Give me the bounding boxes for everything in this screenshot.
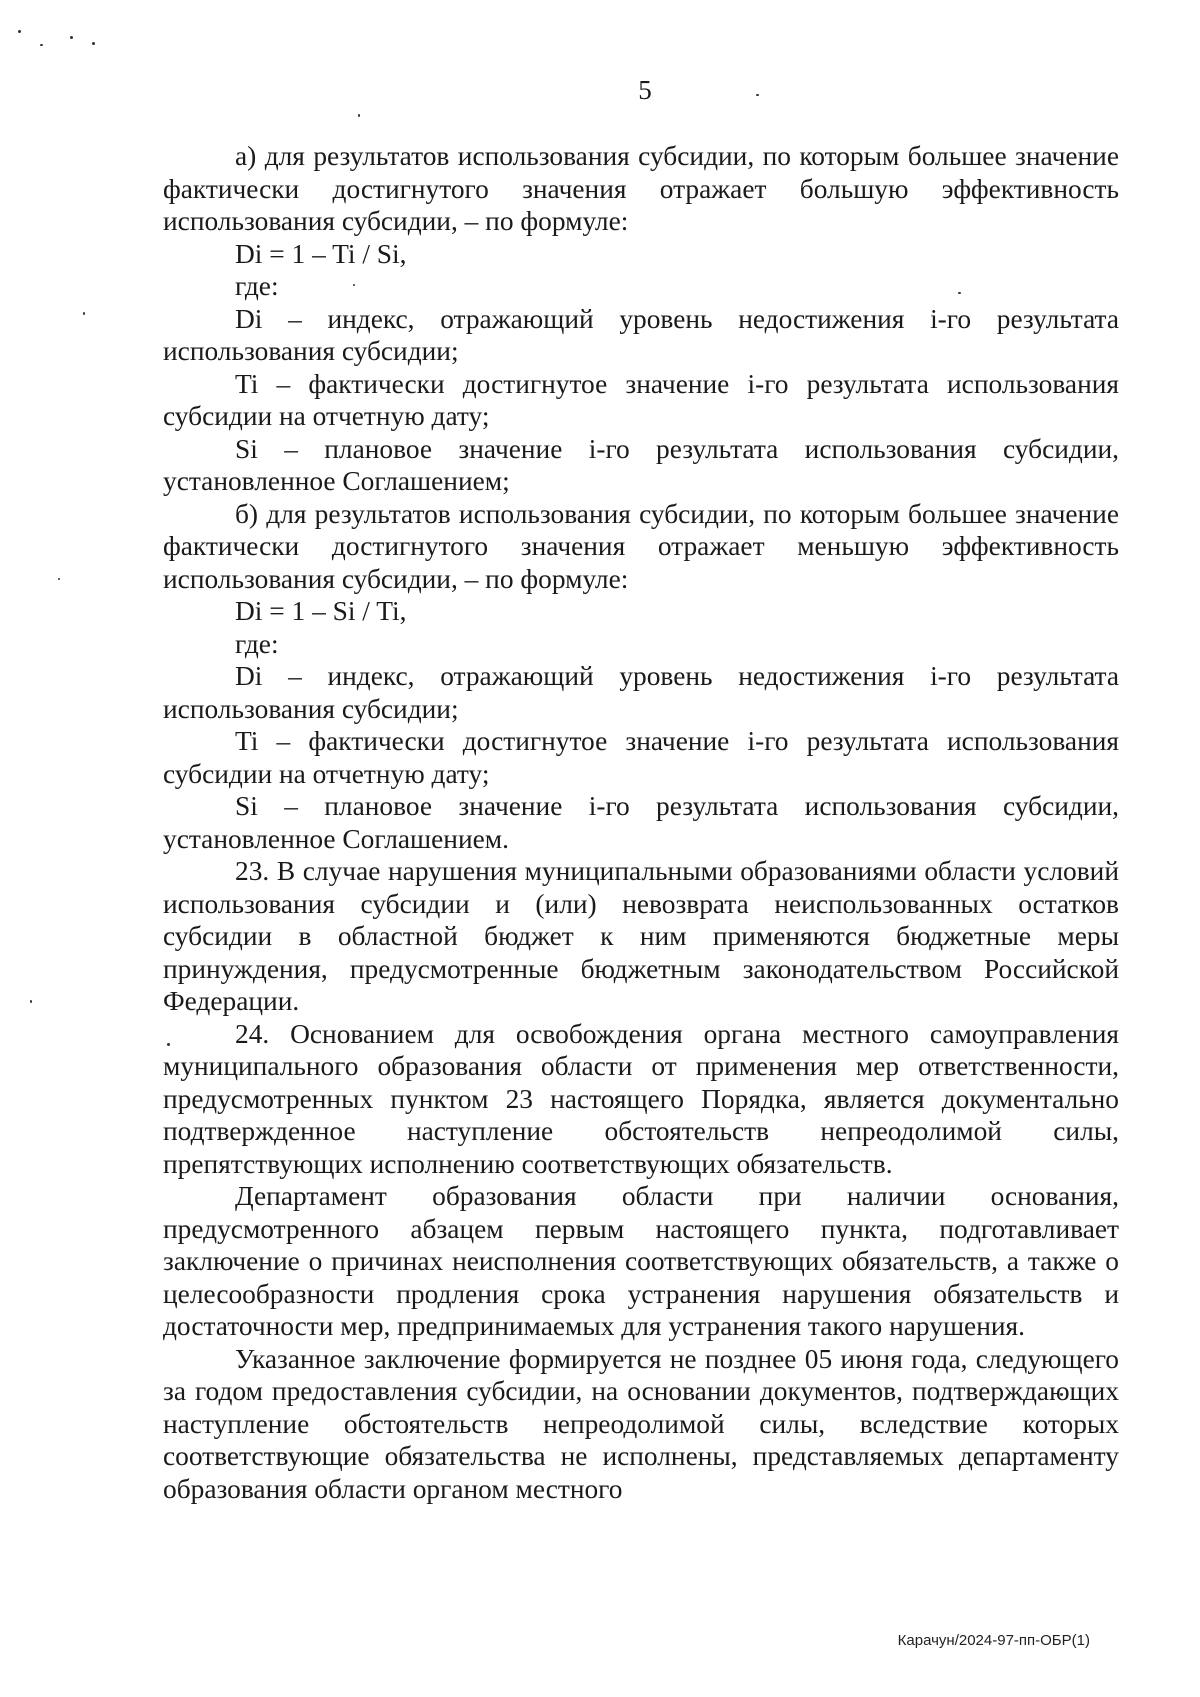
- paragraph-item-a: а) для результатов использования субсидии, по которым большее значение фактически достигнутого значения отражает большую эффективность использования субсидии, – по формуле:: [163, 141, 1119, 236]
- paragraph-conclusion: Указанное заключение формируется не позднее 05 июня года, следующего за годом предоставления субсидии, на основании документов, подтверждающих наступление обстоятельств непреодолимой силы, вследствие которых соответствующие обязательства не исполнены, представляемых департаменту образования области органом местного: [163, 1343, 1119, 1504]
- where-label: где:: [235, 628, 279, 659]
- scan-speck: [92, 42, 95, 45]
- definition-di: Di – индекс, отражающий уровень недостижения i-го результата использования субсидии;: [163, 661, 1119, 724]
- formula-line: Di = 1 – Si / Ti,: [235, 596, 407, 626]
- where-label: где:: [235, 271, 279, 301]
- paragraph-department: Департамент образования области при наличии основания, предусмотренного абзацем первым настоящего пункта, подготавливает заключение о причинах неисполнения соответствующих обязательств, а также о целесообразности продления срока устранения нарушения обязательств и достаточности мер, предпринимаемых для устранения такого нарушения.: [163, 1181, 1119, 1341]
- scan-speck: [358, 114, 360, 117]
- paragraph-24: 24. Основанием для освобождения органа местного самоуправления муниципального образования области от применения мер ответственности, предусмотренных пунктом 23 настоящего Порядка, является документально подтвержденное наступление обстоятельств непреодолимой силы, препятствующих исполнению соответствующих обязательств.: [163, 1018, 1119, 1179]
- scan-speck: [18, 30, 21, 33]
- page-number: 5: [638, 75, 652, 105]
- document-body: [163, 140, 1119, 1505]
- paragraph-item-b: б) для результатов использования субсидии, по которым большее значение фактически достигнутого значения отражает меньшую эффективность использования субсидии, – по формуле:: [163, 498, 1119, 594]
- scan-speck: [58, 578, 60, 580]
- definition-si: Si – плановое значение i-го результата использования субсидии, установленное Соглашением.: [163, 791, 1119, 854]
- document-reference: Карачун/2024-97-пп-ОБР(1): [897, 1632, 1090, 1649]
- scan-speck: [83, 312, 85, 315]
- definition-si: Si – плановое значение i-го результата использования субсидии, установленное Соглашением;: [163, 433, 1119, 496]
- definition-di: Di – индекс, отражающий уровень недостижения i-го результата использования субсидии;: [163, 303, 1119, 366]
- definition-ti: Ti – фактически достигнутое значение i-го результата использования субсидии на отчетную дату;: [163, 368, 1119, 431]
- definition-ti: Ti – фактически достигнутое значение i-го результата использования субсидии на отчетную дату;: [163, 726, 1119, 789]
- formula-line: Di = 1 – Ti / Si,: [235, 238, 407, 269]
- scan-speck: [70, 36, 73, 39]
- scan-speck: [40, 44, 43, 46]
- scan-speck: [30, 1000, 32, 1003]
- paragraph-23: 23. В случае нарушения муниципальными образованиями области условий использования субсидии и (или) невозврата неиспользованных остатков субсидии в областной бюджет к ним применяются бюджетные меры принуждения, предусмотренные бюджетным законодательством Российской Федерации.: [163, 856, 1119, 1016]
